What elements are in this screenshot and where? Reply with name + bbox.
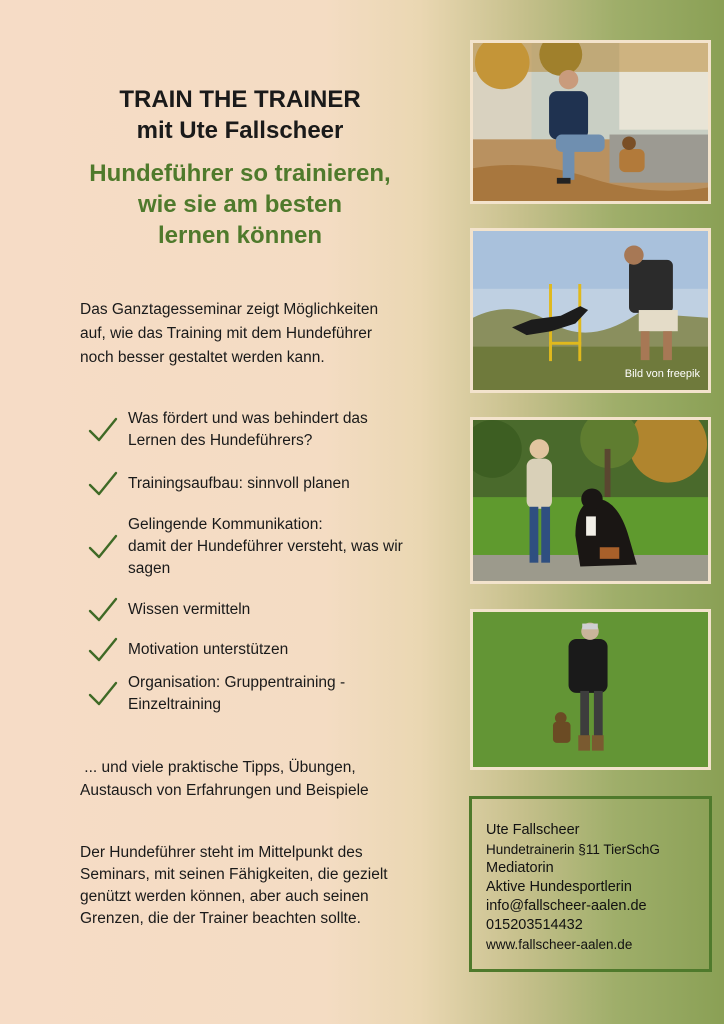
checklist-item [88,408,438,452]
closing-paragraph [80,842,440,930]
checklist-item [88,672,438,716]
checklist-item [88,597,438,623]
contact-phone: 015203514432 [486,917,583,933]
checkmark-icon [88,681,128,707]
intro-paragraph [80,298,425,370]
checkmark-icon [88,417,128,443]
contact-role: Hundetrainerin §11 TierSchG [486,842,660,857]
checklist-item [88,637,438,663]
checklist-text: Organisation: Gruppentraining - [128,674,346,691]
intro-line: noch besser gestaltet werden kann. [80,349,325,366]
more-line: Austausch von Erfahrungen und Beispiele [80,782,369,799]
checklist-text: Lernen des Hundeführers? [128,432,313,449]
contact-name: Ute Fallscheer [486,822,580,838]
photo-park-bernese [470,417,711,584]
checklist-text: Wissen vermitteln [128,601,251,618]
more-line: ... und viele praktische Tipps, Übungen, [80,759,356,776]
flyer-subtitle [60,158,420,251]
checklist-item [88,471,438,497]
checklist-text: Motivation unterstützen [128,641,289,658]
checklist-text: damit der Hundeführer versteht, was wir [128,538,403,555]
checkmark-icon [88,534,128,560]
checklist-text: Gelingende Kommunikation: [128,516,323,533]
flyer-title [60,84,420,146]
outro-line: Der Hundeführer steht im Mittelpunkt des [80,844,363,861]
photo-field-walk [470,609,711,770]
contact-role: Mediatorin [486,860,554,876]
checklist-item [88,514,438,580]
subtitle-line: Hundeführer so trainieren, [89,160,391,187]
contact-website-link[interactable]: www.fallscheer-aalen.de [486,937,633,952]
checklist-text: Was fördert und was behindert das [128,410,368,427]
checklist-text: Einzeltraining [128,696,222,713]
checklist-text: Trainingsaufbau: sinnvoll planen [128,475,350,492]
outro-line: genützt werden können, aber auch seinen [80,888,369,905]
photo-autumn-street [470,40,711,204]
contact-email-link[interactable]: info@fallscheer-aalen.de [486,898,647,914]
checkmark-icon [88,637,128,663]
contact-box [469,796,712,972]
title-line: mit Ute Fallscheer [136,117,344,144]
photo-agility-jump [470,228,711,393]
photo-credit: Bild von freepik [624,368,700,380]
more-info-paragraph [80,756,440,802]
checkmark-icon [88,471,128,497]
title-line: TRAIN THE TRAINER [119,86,361,113]
subtitle-line: wie sie am besten [137,191,343,218]
outro-line: Seminars, mit seinen Fähigkeiten, die gezielt [80,866,388,883]
intro-line: auf, wie das Training mit dem Hundeführer [80,325,373,342]
contact-role: Aktive Hundesportlerin [486,879,632,895]
outro-line: Grenzen, die der Trainer beachten sollte. [80,910,361,927]
subtitle-line: lernen können [157,222,323,249]
checklist-text: sagen [128,560,171,577]
checkmark-icon [88,597,128,623]
intro-line: Das Ganztagesseminar zeigt Möglichkeiten [80,301,379,318]
